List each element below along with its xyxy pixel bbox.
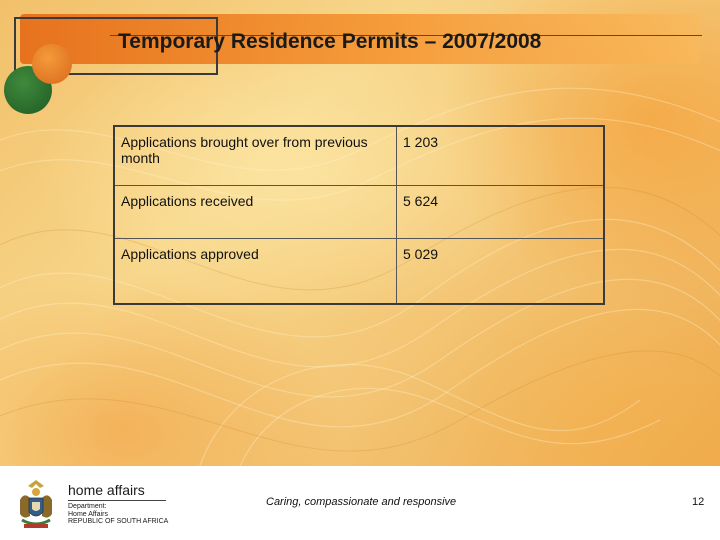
row-value: 1 203 xyxy=(397,126,605,186)
decorative-orange-circle xyxy=(32,44,72,84)
brand-name: home affairs xyxy=(68,482,145,498)
title-frame-top xyxy=(14,17,218,19)
footer xyxy=(0,466,720,540)
table-row xyxy=(114,239,604,305)
brand-department-line1: Department: xyxy=(68,503,107,510)
brand-country: REPUBLIC OF SOUTH AFRICA xyxy=(68,518,169,525)
title-frame-left xyxy=(14,17,16,75)
table-row xyxy=(114,186,604,239)
coat-of-arms-icon xyxy=(14,476,58,534)
footer-tagline: Caring, compassionate and responsive xyxy=(266,496,457,508)
page-number: 12 xyxy=(692,496,705,508)
row-label: Applications brought over from previous month xyxy=(114,126,397,186)
brand-department-line2: Home Affairs xyxy=(68,511,108,518)
permits-table xyxy=(113,125,605,305)
row-value: 5 029 xyxy=(397,239,605,305)
brand-divider xyxy=(68,500,166,501)
table-row xyxy=(114,126,604,186)
row-label: Applications approved xyxy=(114,239,397,305)
slide-title: Temporary Residence Permits – 2007/2008 xyxy=(118,30,542,53)
row-value: 5 624 xyxy=(397,186,605,239)
row-label: Applications received xyxy=(114,186,397,239)
